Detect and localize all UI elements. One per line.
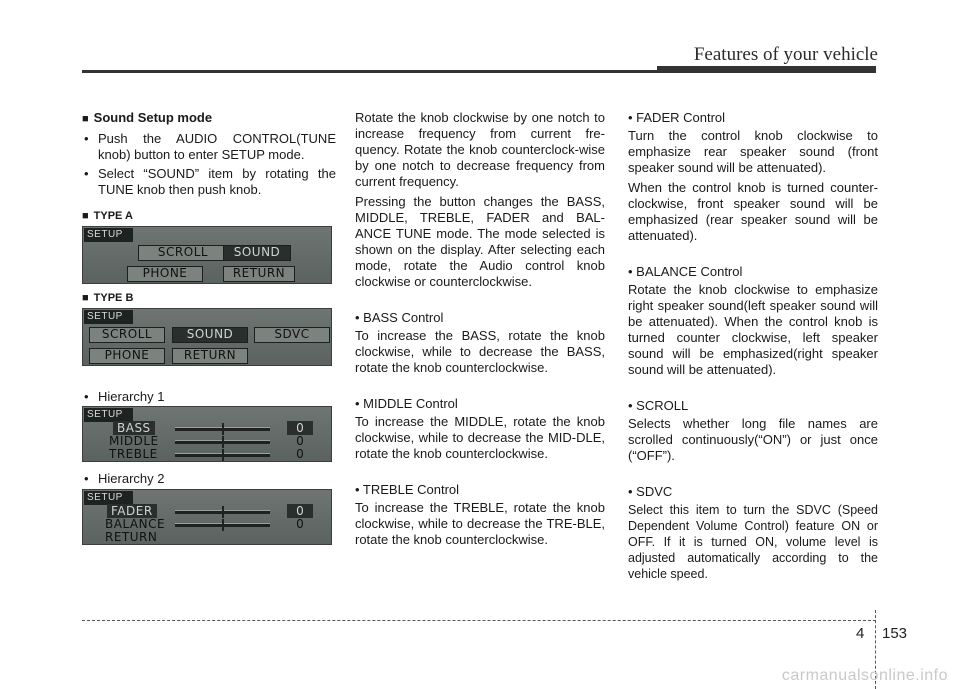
sound-button: SOUND bbox=[172, 327, 248, 343]
watermark: carmanualsonline.info bbox=[781, 667, 948, 684]
fader-slider-knob bbox=[222, 506, 224, 518]
column-middle bbox=[355, 110, 605, 552]
treble-value: 0 bbox=[296, 447, 304, 461]
balance-value: 0 bbox=[296, 517, 304, 531]
chapter-number: 4 bbox=[856, 625, 865, 642]
balance-heading: • BALANCE Control bbox=[628, 264, 743, 279]
scroll-heading: • SCROLL bbox=[628, 398, 689, 413]
setup-tag: SETUP bbox=[84, 228, 133, 242]
middle-heading: • MIDDLE Control bbox=[355, 396, 458, 411]
scroll-button: SCROLL bbox=[138, 245, 228, 261]
column-right bbox=[628, 110, 878, 586]
sdvc-button: SDVC bbox=[254, 327, 330, 343]
hierarchy-2-item bbox=[82, 471, 332, 489]
fader-value: 0 bbox=[287, 504, 313, 518]
hierarchy-1-label: • Hierarchy 1 bbox=[82, 389, 332, 404]
display-hierarchy-1 bbox=[82, 406, 332, 462]
phone-button: PHONE bbox=[127, 266, 203, 282]
spacer bbox=[355, 466, 605, 482]
intro-paragraph-1: Rotate the knob clockwise by one notch to increase frequency from current fre-quency. Rotate the knob counterclock-wise by one notch to decrease frequency from current frequency. bbox=[355, 110, 605, 189]
fader-text-1: Turn the control knob clockwise to emphasize rear speaker sound (front speaker sound will be attenuated). bbox=[628, 128, 878, 175]
section-title-text: Sound Setup mode bbox=[93, 110, 213, 125]
treble-slider-knob bbox=[222, 449, 224, 461]
list-item: • Push the AUDIO CONTROL(TUNE knob) button to enter SETUP mode. bbox=[82, 131, 336, 163]
hierarchy-2-label: • Hierarchy 2 bbox=[82, 471, 332, 486]
type-b-label bbox=[82, 292, 133, 304]
spacer bbox=[355, 380, 605, 396]
setup-tag: SETUP bbox=[84, 491, 133, 505]
square-bullet-icon: ■ bbox=[82, 210, 89, 222]
bass-heading: • BASS Control bbox=[355, 310, 444, 325]
balance-label: BALANCE bbox=[105, 517, 166, 531]
hierarchy-1-item bbox=[82, 389, 332, 407]
header-rule-accent bbox=[657, 66, 876, 73]
spacer bbox=[355, 294, 605, 310]
bass-value: 0 bbox=[287, 421, 313, 435]
scroll-text: Selects whether long file names are scrolled continuously(“ON”) or just once (“OFF”). bbox=[628, 416, 878, 463]
type-b-label-text: TYPE B bbox=[93, 292, 134, 304]
middle-label: MIDDLE bbox=[109, 434, 159, 448]
column-left bbox=[82, 110, 336, 201]
square-bullet-icon: ■ bbox=[82, 292, 89, 304]
treble-heading: • TREBLE Control bbox=[355, 482, 460, 497]
page-header-title: Features of your vehicle bbox=[693, 44, 878, 65]
treble-label: TREBLE bbox=[109, 447, 158, 461]
setup-steps-list bbox=[82, 131, 336, 198]
treble-text: To increase the TREBLE, rotate the knob clockwise, while to decrease the TRE-BLE, rotate the knob counterclockwise. bbox=[355, 500, 605, 547]
square-bullet-icon: ■ bbox=[82, 113, 89, 125]
section-title bbox=[82, 110, 336, 127]
type-a-label bbox=[82, 210, 133, 222]
return-button: RETURN bbox=[172, 348, 248, 364]
return-button: RETURN bbox=[223, 266, 295, 282]
middle-text: To increase the MIDDLE, rotate the knob clockwise, while to decrease the MID-DLE, rotate the knob counterclockwise. bbox=[355, 414, 605, 461]
fader-text-2: When the control knob is turned counter-clockwise, front speaker sound will be emphasized (rear speaker sound will be attenuated). bbox=[628, 180, 878, 243]
balance-slider-knob bbox=[222, 519, 224, 531]
scroll-button: SCROLL bbox=[89, 327, 165, 343]
setup-tag: SETUP bbox=[84, 408, 133, 422]
middle-slider-knob bbox=[222, 436, 224, 448]
spacer bbox=[628, 382, 878, 398]
sdvc-heading: • SDVC bbox=[628, 484, 673, 499]
fader-label: FADER bbox=[107, 504, 157, 518]
return-label: RETURN bbox=[105, 530, 158, 544]
display-type-a bbox=[82, 226, 332, 284]
fader-heading: • FADER Control bbox=[628, 110, 726, 125]
bass-text: To increase the BASS, rotate the knob clockwise, while to decrease the BASS, rotate the knob counterclockwise. bbox=[355, 328, 605, 375]
bass-label: BASS bbox=[113, 421, 155, 435]
middle-value: 0 bbox=[296, 434, 304, 448]
balance-text: Rotate the knob clockwise to emphasize right speaker sound(left speaker sound will be attenuated). When the control knob is turned counter clockwise, left speaker sound will be emphasized(right speaker sound will be attenuated). bbox=[628, 282, 878, 377]
type-a-label-text: TYPE A bbox=[93, 210, 133, 222]
display-type-b bbox=[82, 308, 332, 366]
setup-tag: SETUP bbox=[84, 310, 133, 324]
footer-rule bbox=[82, 620, 876, 621]
intro-paragraph-2: Pressing the button changes the BASS, MIDDLE, TREBLE, FADER and BAL-ANCE TUNE mode. The mode selected is shown on the display. After selecting each mode, rotate the Audio control knob clockwise or counterclockwise. bbox=[355, 194, 605, 289]
display-hierarchy-2 bbox=[82, 489, 332, 545]
page-number: 153 bbox=[882, 625, 908, 642]
spacer bbox=[628, 248, 878, 264]
spacer bbox=[628, 468, 878, 484]
sdvc-text: Select this item to turn the SDVC (Speed Dependent Volume Control) feature ON or OFF. If it is turned ON, volume level is adjusted automatically according to the vehicle speed. bbox=[628, 503, 878, 581]
bass-slider-knob bbox=[222, 423, 224, 435]
list-item: • Select “SOUND” item by rotating the TUNE knob then push knob. bbox=[82, 166, 336, 198]
phone-button: PHONE bbox=[89, 348, 165, 364]
sound-button: SOUND bbox=[223, 245, 291, 261]
